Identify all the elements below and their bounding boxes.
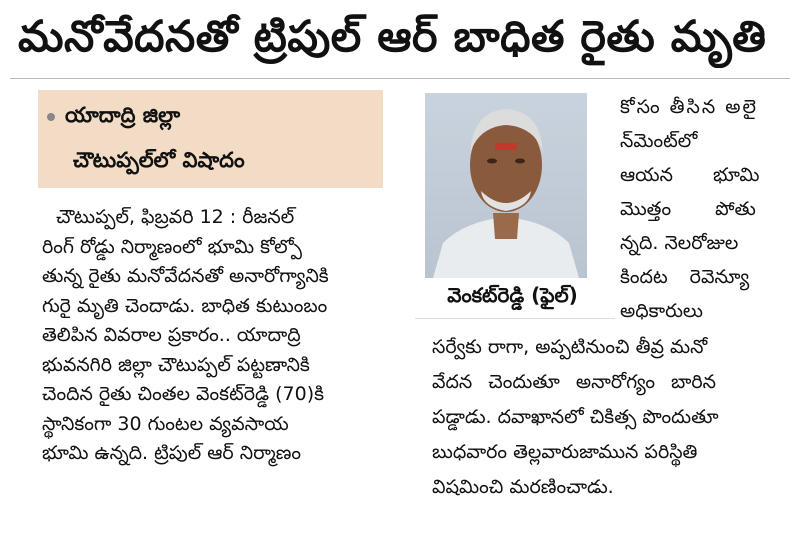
bullet-icon xyxy=(47,113,55,121)
article-right-column xyxy=(432,330,792,505)
text-line: భువనగిరి జిల్లా చౌటుప్పల్ పట్టణానికి xyxy=(42,353,310,376)
side-line: కిందట రెవెన్యూ xyxy=(620,266,750,288)
text-line: తున్న రైతు మనోవేదనతో అనారోగ్యానికి xyxy=(42,265,329,287)
text-line: గురై మృతి చెందాడు. బాధిత కుటుంబం xyxy=(42,294,328,317)
caption-divider xyxy=(415,318,615,319)
portrait-image xyxy=(425,93,587,278)
article-left-column xyxy=(42,203,392,469)
photo-caption: వెంకట్‌రెడ్డి (ఫైల్) xyxy=(447,283,578,307)
subheading-box xyxy=(38,90,383,188)
text-line: స్థానికంగా 30 గుంటల వ్యవసాయ xyxy=(42,412,289,435)
side-line: న్నది. నెలరోజుల xyxy=(620,232,739,254)
text-line: బుధవారం తెల్లవారుజామున పరిస్థితి xyxy=(432,441,698,463)
text-line: తెలిపిన వివరాల ప్రకారం.. యాదాద్రి xyxy=(42,324,301,346)
side-line: మొత్తం పోతు xyxy=(620,198,756,220)
text-line: విషమించి మరణించాడు. xyxy=(432,476,614,498)
side-line: కోసం తీసిన అలై xyxy=(620,96,758,118)
side-line: న్‌మెంట్‌లో xyxy=(620,130,698,152)
headline-divider xyxy=(10,78,790,79)
farmer-photo xyxy=(425,93,587,278)
text-line: చెందిన రైతు చింతల వెంకట్‌రెడ్డి (70)కి xyxy=(42,383,325,405)
text-line: వేదన చెందుతూ అనారోగ్యం బారిన xyxy=(432,371,716,393)
subheading-line-2: చౌటుప్పల్‌లో విషాదం xyxy=(73,148,245,172)
text-line: రింగ్ రోడ్డు నిర్మాణంలో భూమి కోల్పో xyxy=(42,235,303,258)
side-line: ఆయన భూమి xyxy=(620,164,760,186)
text-line: సర్వేకు రాగా, అప్పటినుంచి తీవ్ర మనో xyxy=(432,336,708,358)
text-line: భూమి ఉన్నది. ట్రిపుల్ ఆర్ నిర్మాణం xyxy=(42,442,302,464)
text-line: పడ్డాడు. దవాఖానలో చికిత్స పొందుతూ xyxy=(432,406,719,428)
text-line: చౌటుప్పల్, ఫిబ్రవరి 12 : రీజనల్ xyxy=(56,206,295,228)
subheading-line-1: యాదాద్రి జిల్లా xyxy=(65,103,181,127)
side-line: అధికారులు xyxy=(620,300,703,322)
headline: మనోవేదనతో ట్రిపుల్ ఆర్ బాధిత రైతు మృతి xyxy=(18,12,767,62)
